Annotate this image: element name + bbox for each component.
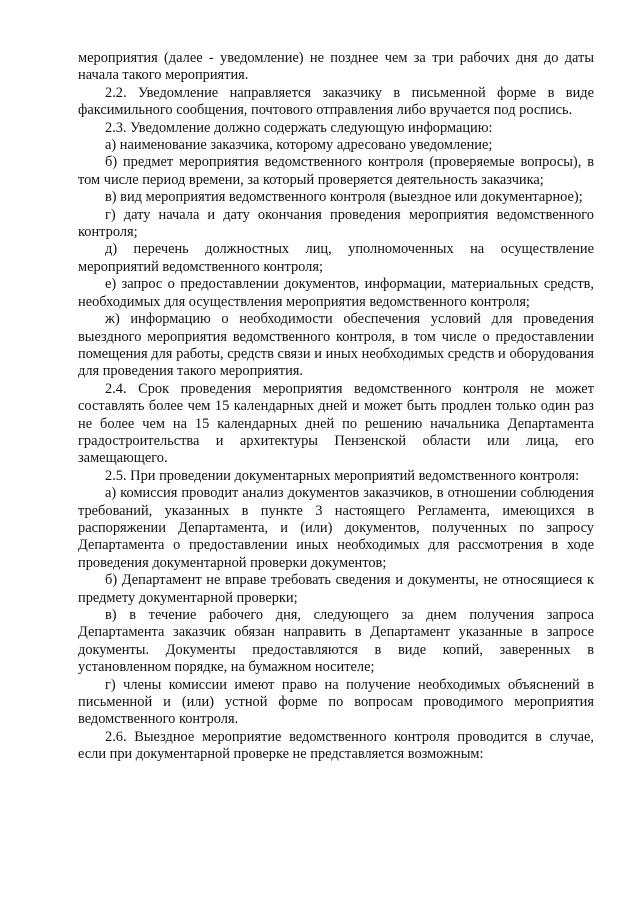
paragraph: 2.3. Уведомление должно содержать следующую информацию: [105, 119, 493, 136]
paragraph: б) Департамент не вправе требовать сведения и документы, не относящиеся к предмету документарной проверки; [78, 572, 594, 606]
paragraph: д) перечень должностных лиц, уполномоченных на осуществление мероприятий ведомственного контроля; [78, 241, 594, 275]
paragraph: г) члены комиссии имеют право на получение необходимых объяснений в письменной и (или) устной форме по вопросам проводимого мероприятия ведомственного контроля. [78, 676, 594, 728]
paragraph: а) комиссия проводит анализ документов заказчиков, в отношении соблюдения требований, указанных в пункте 3 настоящего Регламента, имеющихся в распоряжении Департамента, и (или) документов, полученных по запросу Департамента о предоставлении иных необходимых для рассмотрения в ходе проведения документарной проверки документов; [78, 485, 594, 571]
paragraph: 2.2. Уведомление направляется заказчику в письменной форме в виде факсимильного сообщения, почтового отправления либо вручается под роспись. [78, 84, 594, 119]
paragraph: а) наименование заказчика, которому адресовано уведомление; [105, 137, 493, 154]
paragraph: 2.5. При проведении документарных мероприятий ведомственного контроля: [105, 467, 580, 484]
paragraph: 2.6. Выездное мероприятие ведомственного контроля проводится в случае, если при документарной проверке не представляется возможным: [78, 728, 594, 763]
paragraph: ж) информацию о необходимости обеспечения условий для проведения выездного мероприятия ведомственного контроля, в том числе о предоставлении помещения для работы, средств связи и иных необходимых средств и оборудования для проведения такого мероприятия. [78, 311, 594, 380]
paragraph: 2.4. Срок проведения мероприятия ведомственного контроля не может составлять более чем 15 календарных дней и может быть продлен только один раз не более чем на 15 календарных дней по решению начальника Департамента градостроительства и архитектуры Пензенской области или лица, его замещающего. [78, 380, 594, 467]
paragraph: в) вид мероприятия ведомственного контроля (выездное или документарное); [105, 189, 583, 206]
paragraph: б) предмет мероприятия ведомственного контроля (проверяемые вопросы), в том числе период времени, за который проверяется деятельность заказчика; [78, 154, 594, 188]
paragraph: г) дату начала и дату окончания проведения мероприятия ведомственного контроля; [78, 206, 594, 241]
paragraph: в) в течение рабочего дня, следующего за днем получения запроса Департамента заказчик обязан направить в Департамент указанные в запросе документы. Документы предоставляются в виде копий, заверенных в установленном порядке, на бумажном носителе; [78, 607, 594, 676]
document-page [78, 50, 594, 764]
paragraph: е) запрос о предоставлении документов, информации, материальных средств, необходимых для осуществления мероприятия ведомственного контроля; [78, 276, 594, 310]
paragraph: мероприятия (далее - уведомление) не позднее чем за три рабочих дня до даты начала такого мероприятия. [78, 50, 594, 84]
